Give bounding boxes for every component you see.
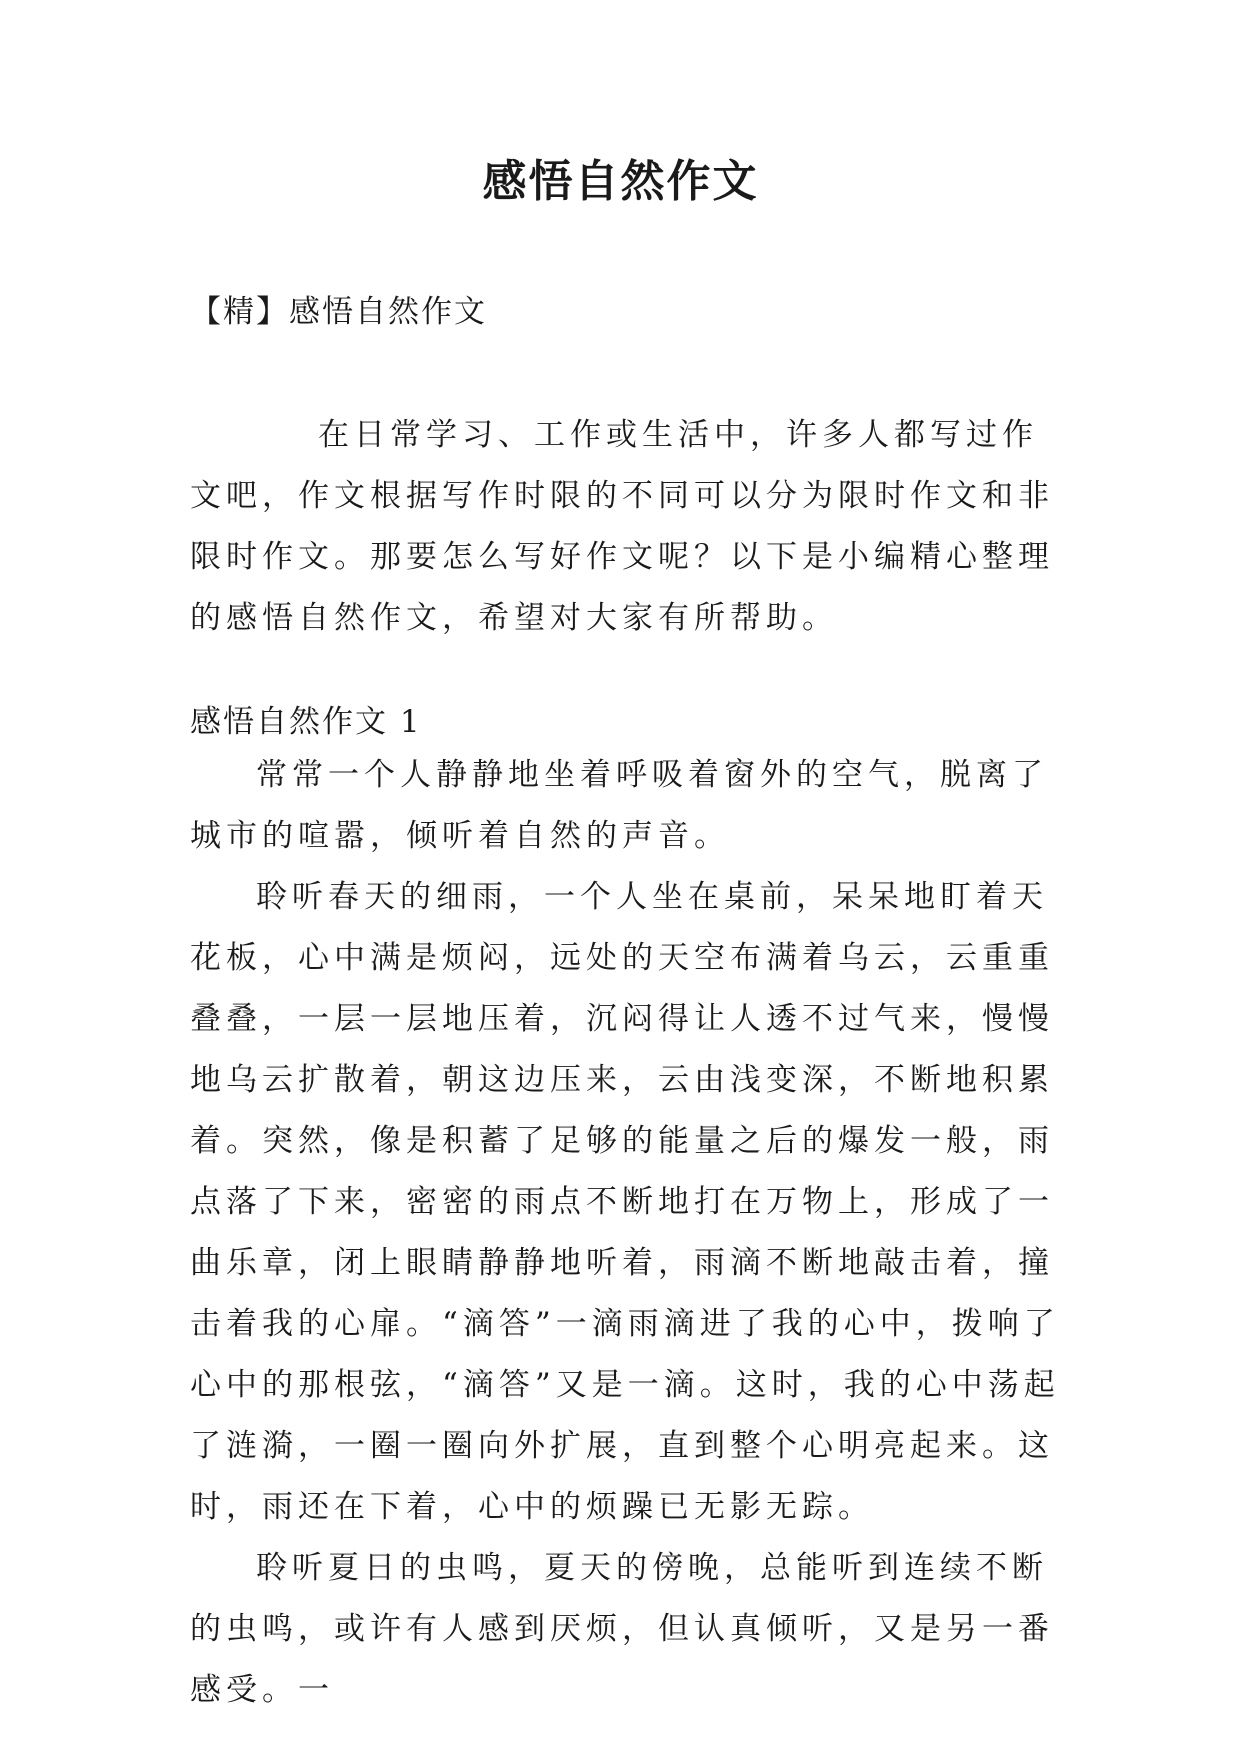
body-paragraph: 聆听春天的细雨，一个人坐在桌前，呆呆地盯着天花板，心中满是烦闷，远处的天空布满着乌云，云重重叠叠，一层一层地压着，沉闷得让人透不过气来，慢慢地乌云扩散着，朝这边压来，云由浅变深，不断地积累着。突然，像是积蓄了足够的能量之后的爆发一般，雨点落了下来，密密的雨点不断地打在万物上，形成了一曲乐章，闭上眼睛静静地听着，雨滴不断地敲击着，撞击着我的心扉。“滴答”一滴雨滴进了我的心中，拨响了心中的那根弦，“滴答”又是一滴。这时，我的心中荡起了涟漪，一圈一圈向外扩展，直到整个心明亮起来。这时，雨还在下着，心中的烦躁已无影无踪。: [190, 879, 1060, 1525]
body-paragraph: 聆听夏日的虫鸣，夏天的傍晚，总能听到连续不断的虫鸣，或许有人感到厌烦，但认真倾听，又是另一番感受。一: [190, 1550, 1054, 1708]
body-paragraph: 常常一个人静静地坐着呼吸着窗外的空气，脱离了城市的喧嚣，倾听着自然的声音。: [190, 757, 1048, 854]
essay-body: [190, 745, 1070, 1721]
section-heading: 感悟自然作文 1: [190, 704, 422, 740]
intro-paragraph: 在日常学习、工作或生活中，许多人都写过作文吧，作文根据写作时限的不同可以分为限时作文和非限时作文。那要怎么写好作文呢？以下是小编精心整理的感悟自然作文，希望对大家有所帮助。: [190, 417, 1054, 636]
document-subtitle: 【精】感悟自然作文: [190, 294, 487, 330]
page-title: 感悟自然作文: [482, 156, 759, 207]
